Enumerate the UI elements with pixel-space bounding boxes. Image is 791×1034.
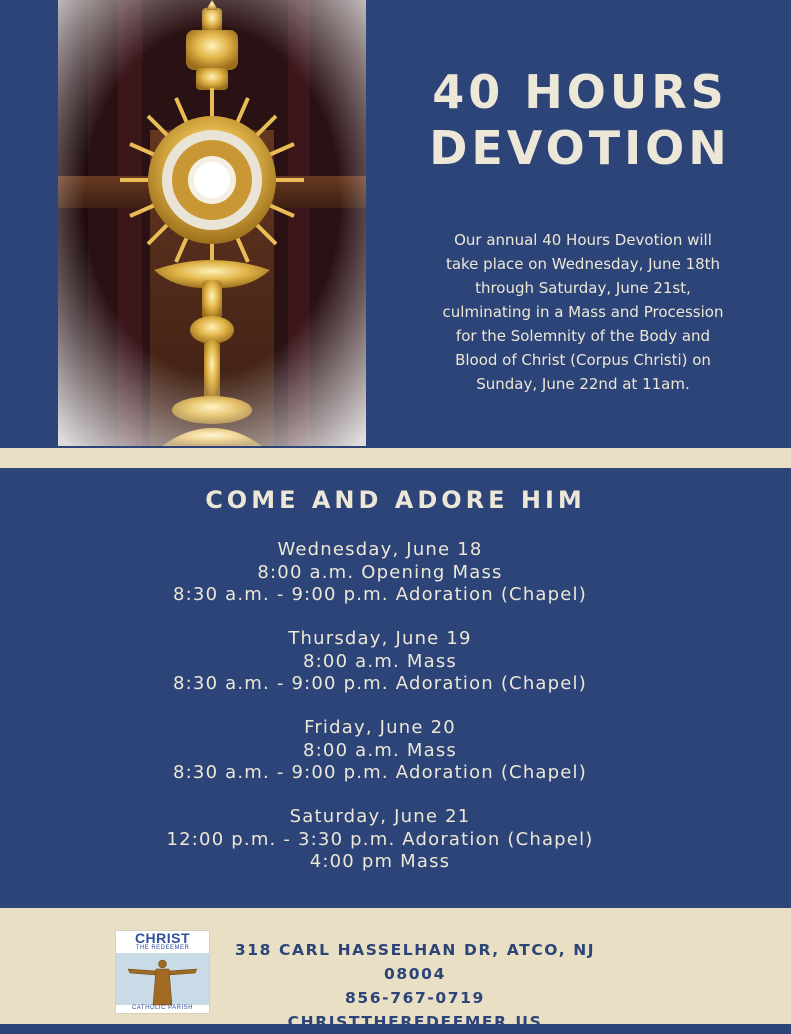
day-schedule-thursday: [0, 628, 760, 696]
intro-line: through Saturday, June 21st,: [475, 279, 691, 297]
monstrance-illustration: [58, 0, 366, 446]
intro-line: Sunday, June 22nd at 11am.: [476, 375, 690, 393]
divider-stripe: [0, 448, 791, 468]
day-heading: Saturday, June 21: [289, 806, 471, 827]
intro-paragraph: [410, 228, 756, 396]
website-link[interactable]: CHRISTTHEREDEEMER.US: [287, 1013, 543, 1031]
title-line-1: 40 HOURS: [432, 65, 728, 119]
hero-section: [0, 0, 791, 448]
schedule-line: 8:00 a.m. Mass: [303, 739, 457, 761]
day-heading: Thursday, June 19: [288, 628, 472, 649]
footer: [0, 908, 791, 1031]
address-text: 318 CARL HASSELHAN DR, ATCO, NJ 08004: [234, 941, 596, 983]
schedule-line: 8:30 a.m. - 9:00 p.m. Adoration (Chapel): [173, 762, 587, 783]
intro-line: Our annual 40 Hours Devotion will: [454, 231, 712, 249]
page-title: [400, 64, 760, 176]
schedule-line: 4:00 pm Mass: [309, 851, 451, 872]
phone-text: 856-767-0719: [345, 989, 485, 1007]
contact-info: [230, 938, 600, 1034]
christ-statue-icon: [116, 931, 209, 1013]
logo-caption: CATHOLIC PARISH: [132, 1005, 193, 1011]
schedule-line: 12:00 p.m. - 3:30 p.m. Adoration (Chapel): [166, 828, 594, 850]
logo-subtitle: THE REDEEMER: [135, 945, 190, 951]
day-schedule-wednesday: [0, 539, 760, 607]
intro-line: Blood of Christ (Corpus Christi) on: [455, 351, 711, 369]
monstrance-image: [58, 0, 366, 446]
intro-line: culminating in a Mass and Procession: [442, 303, 724, 321]
intro-line: for the Solemnity of the Body and: [455, 327, 711, 345]
intro-line: take place on Wednesday, June 18th: [445, 255, 721, 273]
day-schedule-saturday: [0, 806, 760, 874]
logo-title: CHRIST: [116, 931, 209, 951]
parish-logo: [115, 930, 210, 1014]
schedule-line: 8:30 a.m. - 9:00 p.m. Adoration (Chapel): [173, 584, 587, 605]
schedule-line: 8:00 a.m. Mass: [303, 650, 457, 672]
day-schedule-friday: [0, 717, 760, 785]
schedule-line: 8:30 a.m. - 9:00 p.m. Adoration (Chapel): [173, 673, 587, 694]
title-line-2: DEVOTION: [429, 121, 731, 175]
day-heading: Friday, June 20: [304, 717, 456, 738]
day-heading: Wednesday, June 18: [277, 539, 483, 560]
schedule-line: 8:00 a.m. Opening Mass: [257, 561, 503, 583]
schedule-title: COME AND ADORE HIM: [205, 486, 586, 514]
